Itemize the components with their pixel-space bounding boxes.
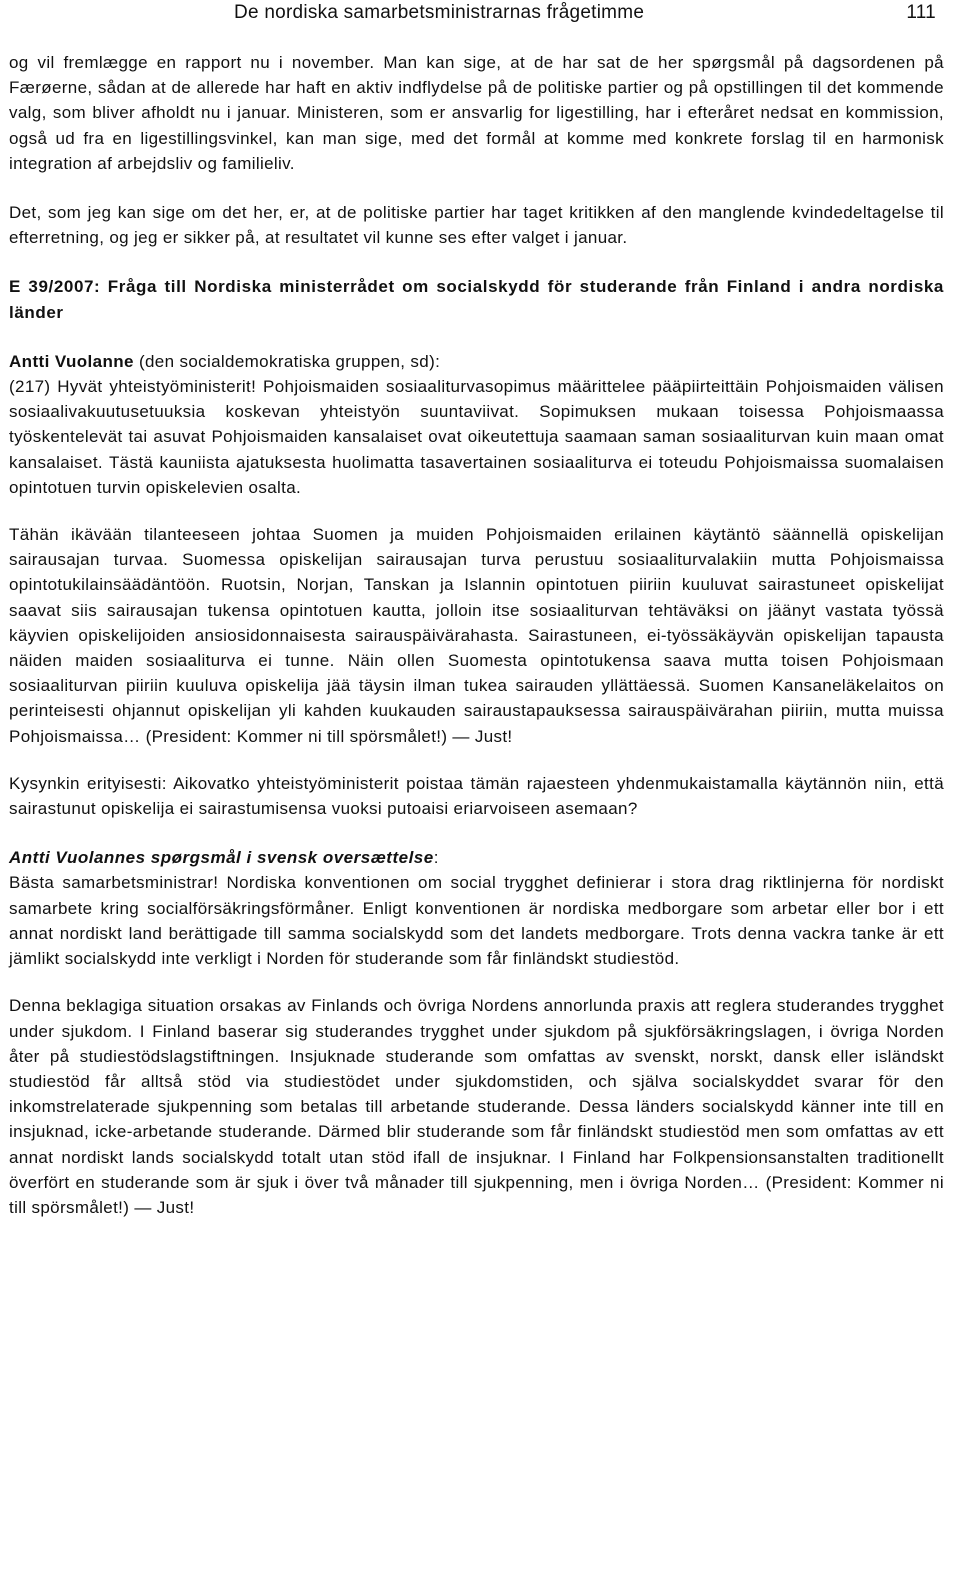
- translation-heading-colon: :: [433, 848, 439, 868]
- paragraph-question-finnish-3: Kysynkin erityisesti: Aikovatko yhteistyöministerit poistaa tämän rajaesteen yhdenmukaistamalla käytännön niin, että sairastunut opiskelija ei sairastumisensa vuoksi putoaisi eriarvoiseen asemaan?: [9, 773, 944, 819]
- running-header-title: De nordiska samarbetsministrarnas frågetimme: [234, 2, 645, 23]
- speaker-line: [9, 349, 944, 374]
- paragraph-continued-answer: og vil fremlægge en rapport nu i november. Man kan sige, at de har sat de her spørgsmål på dagsordenen på Færøerne, sådan at de allerede har haft en aktiv indflydelse på de politiske partier og på opstillingen til det kommende valg, som bliver afholdt nu i januar. Ministeren, som er ansvarlig for ligestilling, har i efteråret nedsat en kommission, også ud fra en ligestillingsvinkel, kan man sige, med det formål at komme med konkrete forslag til en harmonisk integration af arbejdsliv og familieliv.: [9, 53, 944, 173]
- paragraph-question-finnish-2: Tähän ikävään tilanteeseen johtaa Suomen ja muiden Pohjoismaiden erilainen käytäntö säännellä opiskelijan sairausajan turvaa. Suomessa opiskelijan sairausajan turva perustuu sosiaaliturvalakiin mutta Pohjoismaissa opintotukilainsäädäntöön. Ruotsin, Norjan, Tanskan ja Islannin opintotuen piiriin kuuluvat sairastuneet opiskelijat saavat siis sairausajan tukensa opintotuen kautta, jolloin itse sosiaaliturvan tehtäväksi on jäänyt vastata työssä käyvien opiskelijoiden ansiosidonnaisesta sairauspäivärahasta. Sairastuneen, ei-työssäkäyvän opiskelijan tapausta näiden maiden sosiaaliturva ei tunne. Näin ollen Suomesta opintotukensa saava mutta toisen Pohjoismaan sosiaaliturvan piiriin kuuluva opiskelija jää täysin ilman tukea sairauden yllättäessä. Suomen Kansaneläkelaitos on perinteisesti ohjannut opiskelijan yli kahden kuukauden sairaustapauksessa sairauspäivärahan piiriin, mutta muissa Pohjoismaissa… (President: Kommer ni till spörsmålet!) — Just!: [9, 525, 944, 746]
- document-body: [9, 50, 944, 1220]
- translation-heading: Antti Vuolannes spørgsmål i svensk oversættelse: [9, 848, 434, 868]
- paragraph-question-finnish-1: (217) Hyvät yhteistyöministerit! Pohjoismaiden sosiaaliturvasopimus määrittelee pääpiirteittäin Pohjoismaiden välisen sosiaalivakuutusetuuksia koskevan yhteistyön suuntaviivat. Sopimuksen mukaan toisessa Pohjoismaassa työskentelevät tai asuvat Pohjoismaiden kansalaiset ovat oikeutettuja saamaan saman sosiaaliturvan kuin maan omat kansalaiset. Tästä kauniista ajatuksesta huolimatta tasavertainen sosiaaliturva ei toteudu Pohjoismaissa suomalaisen opintotuen turvin opiskelevien osalta.: [9, 377, 944, 497]
- page-number: 111: [906, 2, 936, 23]
- running-header: [9, 0, 944, 50]
- paragraph-question-swedish-2: Denna beklagiga situation orsakas av Finlands och övriga Nordens annorlunda praxis att reglera studerandes trygghet under sjukdom. I Finland baserar sig studerandes trygghet under sjukdom på sjukförsäkringslagen, i övriga Norden åter på studiestödslagstiftningen. Insjuknade studerande som omfattas av svenskt, norskt, dansk eller isländskt studiestöd får alltså stöd via studiestödet under sjukdomstiden, och själva socialskyddet svarar för den inkomstrelaterade sjukpenning som betalas till arbetande studerande. Dessa länders socialskydd känner inte till en insjuknad, icke-arbetande studerande. Därmed blir studerande som får finländskt studiestöd men som omfattas av ett annat nordiskt lands socialskydd totalt utan stöd ifall de insjuknar. I Finland har Folkpensionsanstalten traditionellt överfört en studerande som är sjuk i över två månader till sjukpenning, men i övriga Norden… (President: Kommer ni till spörsmålet!) — Just!: [9, 996, 944, 1217]
- paragraph-question-swedish-1: Bästa samarbetsministrar! Nordiska konventionen om social trygghet definierar i stora drag riktlinjerna för nordiskt samarbete kring socialförsäkringsförmåner. Enligt konventionen är nordiska medborgare som arbetar eller bor i ett annat nordiskt land berättigade till samma socialskydd som det landets medborgare. Trots denna vackra tanke är ett jämlikt socialskydd inte verkligt i Norden för studerande som får finländskt studiestöd.: [9, 873, 944, 969]
- question-heading: E 39/2007: Fråga till Nordiska ministerrådet om socialskydd för studerande från Finland i andra nordiska länder: [9, 277, 944, 322]
- translation-heading-line: [9, 845, 944, 870]
- speaker-party: (den socialdemokratiska gruppen, sd):: [133, 351, 441, 371]
- speaker-name: Antti Vuolanne: [9, 351, 134, 371]
- paragraph-answer-conclusion: Det, som jeg kan sige om det her, er, at de politiske partier har taget kritikken af den manglende kvindedeltagelse til efterretning, og jeg er sikker på, at resultatet vil kunne ses efter valget i januar.: [9, 203, 944, 248]
